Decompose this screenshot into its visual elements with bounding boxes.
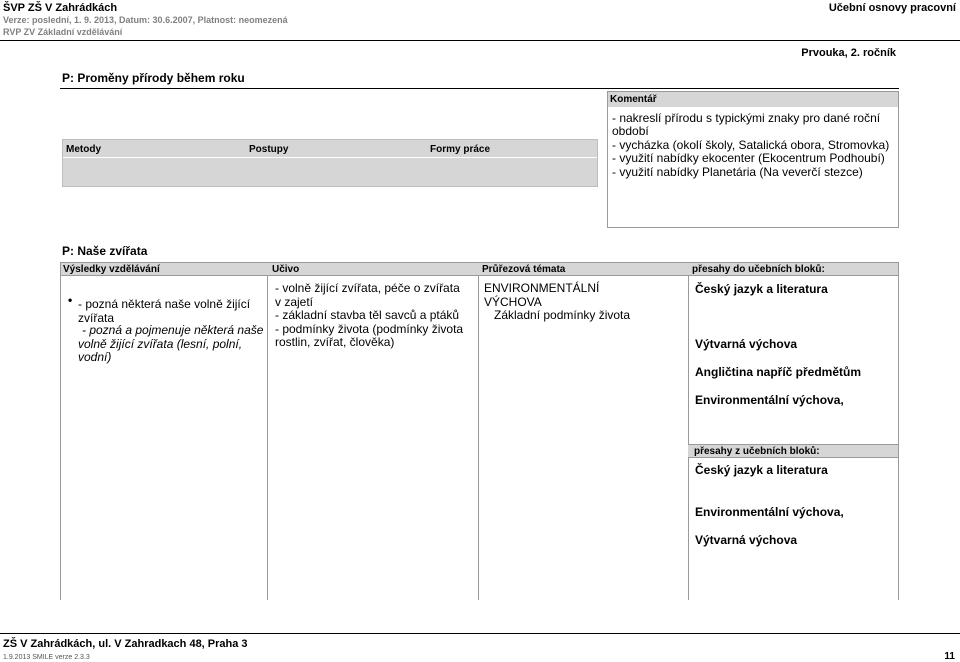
- presah-do-cesky-jazyk: Český jazyk a literatura: [695, 282, 828, 296]
- table-divider-3: [688, 276, 689, 600]
- school-title: ŠVP ZŠ V Zahrádkách: [3, 2, 118, 14]
- komentar-box: [607, 91, 899, 228]
- presah-z-environmentalni: Environmentální výchova,: [695, 505, 844, 519]
- column-prurezova: Průřezová témata: [482, 264, 566, 275]
- subject-grade: Prvouka, 2. ročník: [801, 47, 896, 59]
- column-presahy-z: přesahy z učebních bloků:: [694, 446, 820, 457]
- presah-z-vytvarna: Výtvarná výchova: [695, 533, 798, 547]
- section1-rule: [60, 88, 899, 89]
- outcome-italic-line-2: volně žijící zvířata (lesní, polní,: [78, 337, 243, 351]
- rvp-line: RVP ZV Základní vzdělávání: [3, 27, 123, 37]
- outcome-line-1: - pozná některá naše volně žijící: [78, 297, 251, 311]
- ucivo-line-2: v zajetí: [275, 295, 314, 309]
- footer-address: ZŠ V Zahrádkách, ul. V Zahradkach 48, Praha 3: [3, 638, 248, 650]
- table-divider-1: [267, 276, 268, 600]
- prurez-sub: Základní podmínky života: [494, 308, 631, 322]
- table-border-left: [60, 276, 61, 600]
- presah-do-anglictina: Angličtina napříč předmětům: [695, 365, 862, 379]
- ucivo-line-4: - podmínky života (podmínky života: [275, 322, 464, 336]
- methods-header-bar: [62, 139, 598, 187]
- section-title-zvirata: P: Naše zvířata: [62, 244, 148, 258]
- komentar-header: [608, 92, 898, 107]
- column-presahy-do: přesahy do učebních bloků:: [692, 264, 825, 275]
- footer-rule: [0, 633, 960, 634]
- header-rule: [0, 40, 960, 41]
- komentar-line-1: - nakreslí přírodu s typickými znaky pro dané roční: [612, 111, 881, 125]
- column-formy-prace: Formy práce: [430, 144, 491, 155]
- column-ucivo: Učivo: [272, 264, 300, 275]
- section-title-promeny: P: Proměny přírody během roku: [62, 71, 245, 85]
- komentar-line-2: období: [612, 124, 649, 138]
- outcome-line-2: zvířata: [78, 311, 115, 325]
- komentar-line-3: - vycházka (okolí školy, Satalická obora, Stromovka): [612, 138, 890, 152]
- presah-do-environmentalni: Environmentální výchova,: [695, 393, 844, 407]
- presahy-z-header: [688, 444, 899, 458]
- prurez-line-1: ENVIRONMENTÁLNÍ: [484, 281, 600, 295]
- ucivo-line-3: - základní stavba těl savců a ptáků: [275, 308, 460, 322]
- column-metody: Metody: [66, 144, 101, 155]
- komentar-label: Komentář: [610, 94, 657, 105]
- column-postupy: Postupy: [249, 144, 289, 155]
- presah-do-vytvarna: Výtvarná výchova: [695, 337, 798, 351]
- column-vysledky: Výsledky vzdělávání: [63, 264, 160, 275]
- komentar-line-5: - využití nabídky Planetária (Na veverčí stezce): [612, 165, 863, 179]
- methods-bar-divider: [63, 157, 597, 158]
- outcomes-header-row: [60, 262, 899, 276]
- document-type-label: Učební osnovy pracovní: [828, 2, 956, 14]
- presah-z-cesky-jazyk: Český jazyk a literatura: [695, 463, 828, 477]
- version-line: Verze: poslední, 1. 9. 2013, Datum: 30.6.2007, Platnost: neomezená: [3, 15, 288, 25]
- footer-version: 1.9.2013 SMILE verze 2.3.3: [3, 654, 90, 661]
- page-number: 11: [944, 651, 955, 662]
- bullet-marker: •: [68, 293, 73, 307]
- outcome-italic-line-1: - pozná a pojmenuje některá naše: [82, 323, 264, 337]
- komentar-line-4: - využití nabídky ekocenter (Ekocentrum Podhoubí): [612, 151, 885, 165]
- table-divider-2: [478, 276, 479, 600]
- table-border-right: [898, 276, 899, 600]
- ucivo-line-5: rostlin, zvířat, člověka): [275, 335, 395, 349]
- prurez-line-2: VÝCHOVA: [484, 295, 542, 309]
- ucivo-line-1: - volně žijící zvířata, péče o zvířata: [275, 281, 460, 295]
- outcome-italic-line-3: vodní): [78, 350, 112, 364]
